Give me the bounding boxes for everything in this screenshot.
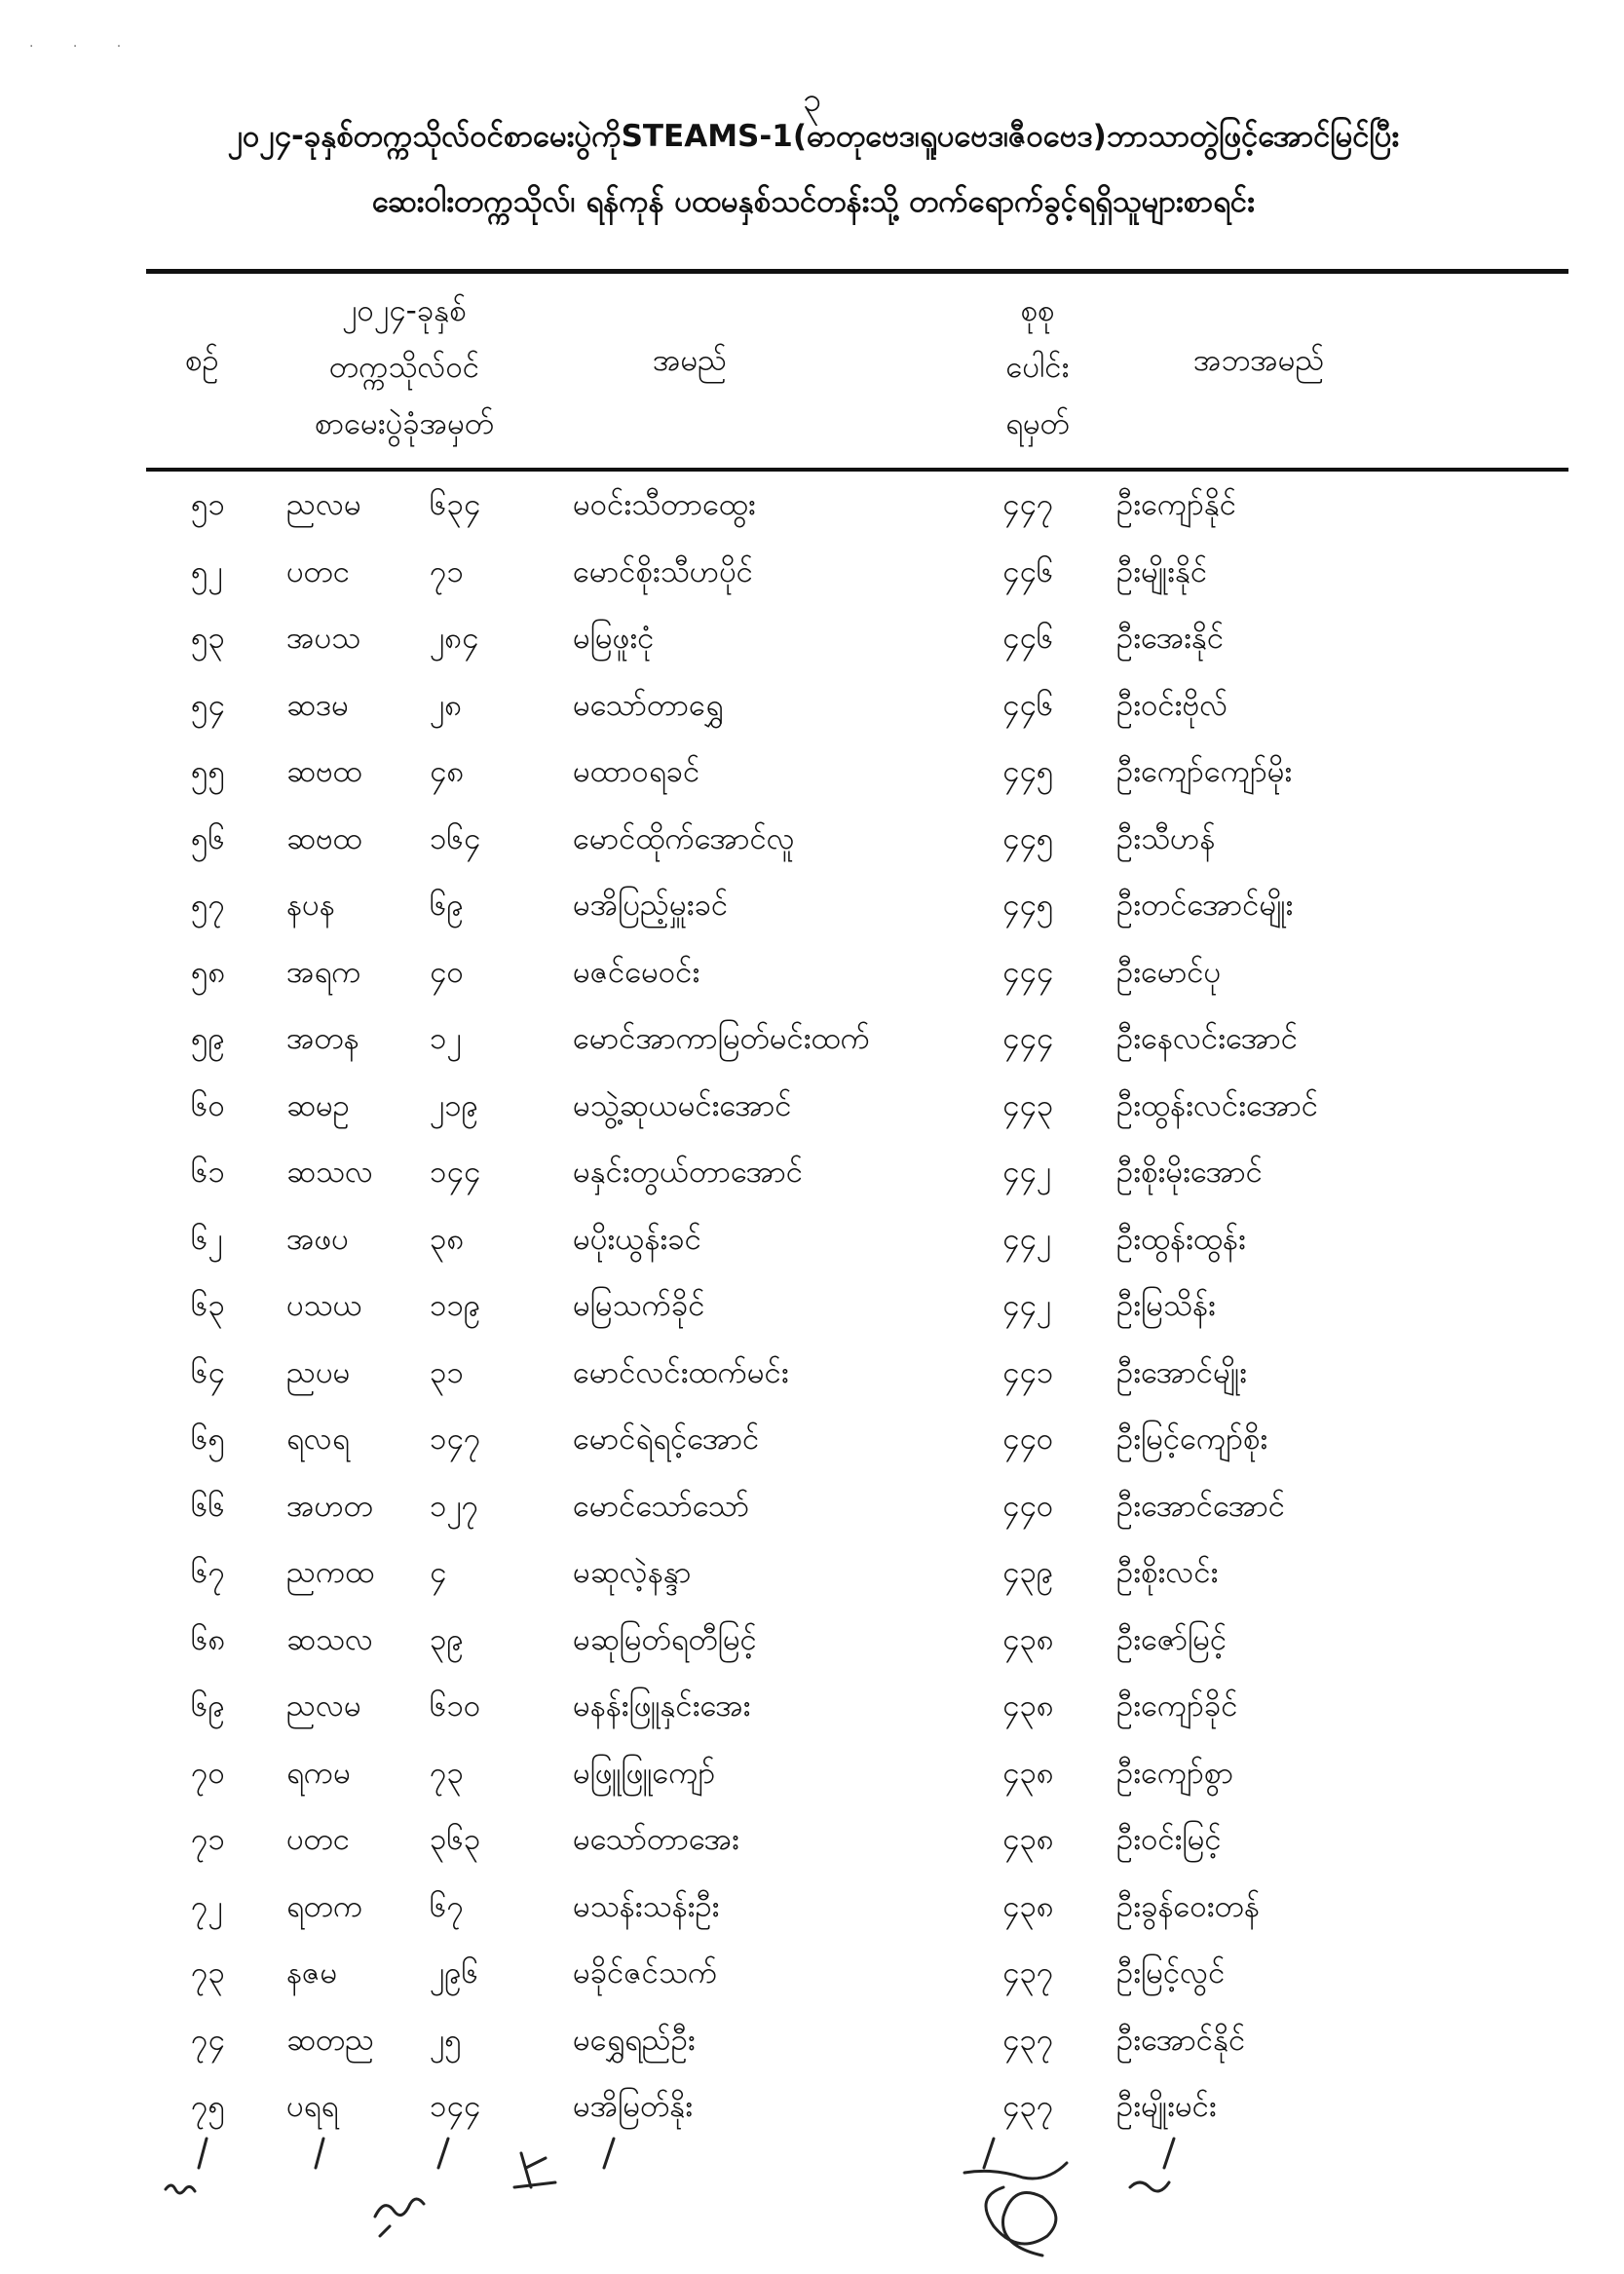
cell-center-code: ဆတည (286, 2022, 375, 2058)
table-row (0, 876, 1624, 943)
cell-student-name: မနှင်းတွယ်တာအောင် (573, 1155, 804, 1190)
cell-seat-number: ၆၉ (430, 888, 464, 923)
cell-serial: ၆၁ (191, 1155, 225, 1190)
cell-student-name: မသွဲ့ဆုယမင်းအောင် (573, 1087, 792, 1123)
cell-serial: ၆၄ (191, 1354, 225, 1390)
table-row (0, 1143, 1624, 1210)
cell-serial: ၆၉ (191, 1688, 225, 1724)
cell-student-name: မောင်ရဲရင့်အောင် (573, 1421, 760, 1457)
header-father-name: အဘအမည် (1193, 343, 1325, 378)
cell-student-name: မအိမြတ်နိုး (573, 2089, 694, 2124)
scan-specks: · · · (29, 39, 139, 55)
cell-serial: ၆၃ (191, 1288, 225, 1323)
header-score-line1: စုစု (1020, 293, 1055, 328)
cell-student-name: မောင်သော်သော် (573, 1488, 750, 1524)
table-row (0, 742, 1624, 810)
cell-father-name: ဦးစိုးလင်း (1116, 1555, 1219, 1590)
signature-area (146, 2129, 1568, 2265)
cell-seat-number: ၃၈ (430, 1221, 465, 1257)
table-row (0, 1077, 1624, 1144)
header-name: အမည် (653, 343, 728, 378)
table-row (0, 1877, 1624, 1945)
cell-serial: ၇၃ (191, 1955, 225, 1990)
table-row (0, 943, 1624, 1010)
cell-center-code: ဆဗထ (286, 820, 362, 856)
table-header-rule (146, 468, 1568, 472)
cell-seat-number: ၆၁၀ (430, 1688, 481, 1724)
cell-father-name: ဦးနေလင်းအောင် (1116, 1021, 1299, 1056)
cell-seat-number: ၇၁ (430, 553, 464, 589)
cell-seat-number: ၁၄၇ (430, 1421, 481, 1457)
cell-total-score: ၄၄၃ (1002, 1087, 1054, 1123)
cell-student-name: မောင်လင်းထက်မင်း (573, 1354, 789, 1390)
cell-father-name: ဦးကျော်ကျော်မိုး (1116, 754, 1293, 789)
cell-seat-number: ၄၀ (430, 954, 464, 990)
cell-student-name: မသော်တာရွှေ (573, 687, 724, 723)
cell-serial: ၆၈ (191, 1621, 226, 1657)
cell-seat-number: ၂၅ (430, 2022, 462, 2058)
table-row (0, 1276, 1624, 1344)
cell-serial: ၇၂ (191, 1888, 223, 1924)
cell-center-code: နဇမ (286, 1955, 338, 1990)
cell-father-name: ဦးမြင့်ကျော်စိုး (1116, 1421, 1268, 1457)
cell-serial: ၅၅ (191, 754, 225, 789)
cell-father-name: ဦးခွန်ဝေးတန် (1116, 1888, 1260, 1924)
cell-seat-number: ၂၈၄ (430, 621, 479, 656)
cell-total-score: ၄၄၇ (1002, 487, 1054, 522)
cell-student-name: မသော်တာအေး (573, 1822, 739, 1857)
cell-serial: ၅၄ (191, 687, 225, 723)
cell-serial: ၆၅ (191, 1421, 225, 1457)
table-row (0, 543, 1624, 610)
table-body (0, 475, 1624, 2144)
cell-seat-number: ၇၃ (430, 1755, 464, 1791)
cell-total-score: ၄၄၂ (1002, 1221, 1052, 1257)
cell-total-score: ၄၄၂ (1002, 1288, 1052, 1323)
cell-serial: ၅၈ (191, 954, 226, 990)
table-row (0, 1009, 1624, 1077)
cell-father-name: ဦးကျော်စွာ (1116, 1755, 1234, 1791)
table-row (0, 1344, 1624, 1411)
cell-center-code: ညကထ (286, 1555, 375, 1590)
cell-father-name: ဦးကျော်ခိုင် (1116, 1688, 1238, 1724)
cell-father-name: ဦးဇော်မြင့် (1116, 1621, 1227, 1657)
cell-student-name: မအိပြည့်မှူးခင် (573, 888, 729, 923)
cell-seat-number: ၁၄၄ (430, 1155, 481, 1190)
cell-total-score: ၄၄၅ (1002, 820, 1054, 856)
table-row (0, 1611, 1624, 1678)
table-row (0, 609, 1624, 676)
cell-total-score: ၄၃၇ (1002, 2022, 1054, 2058)
cell-student-name: မခိုင်ဇင်သက် (573, 1955, 718, 1990)
cell-center-code: ညပမ (286, 1354, 351, 1390)
cell-seat-number: ၆၃၄ (430, 487, 481, 522)
cell-student-name: မောင်စိုးသီဟပိုင် (573, 553, 753, 589)
cell-total-score: ၄၄၅ (1002, 754, 1054, 789)
cell-center-code: ဆသလ (286, 1155, 374, 1190)
cell-student-name: မဖြူဖြူကျော် (573, 1755, 716, 1791)
cell-father-name: ဦးဝင်းဗိုလ် (1116, 687, 1228, 723)
table-row (0, 475, 1624, 543)
cell-center-code: အဖပ (286, 1221, 349, 1257)
cell-total-score: ၄၃၈ (1002, 1822, 1054, 1857)
cell-father-name: ဦးမြင့်လွင် (1116, 1955, 1226, 1990)
cell-serial: ၆၂ (191, 1221, 223, 1257)
cell-serial: ၆၇ (191, 1555, 225, 1590)
cell-seat-number: ၂၉၆ (430, 1955, 479, 1990)
table-row (0, 1944, 1624, 2011)
document-title-line1: ၂၀၂၄-ခုနှစ်တက္ကသိုလ်ဝင်စာမေးပွဲကိုSTEAMS-1(ဓာတုဗေဒ၊ရူပဗေဒ၊ဇီဝဗေဒ)ဘာသာတွဲဖြင့်အောင်မြင်ပြီး (227, 119, 1400, 154)
cell-seat-number: ၃၉ (430, 1621, 464, 1657)
cell-student-name: မဆုမြတ်ရတီမြင့် (573, 1621, 757, 1657)
cell-student-name: မဆုလဲ့နန္ဒာ (573, 1555, 692, 1590)
cell-seat-number: ၂၈ (430, 687, 462, 723)
header-score-line3: ရမှတ် (1005, 406, 1070, 441)
table-top-rule (146, 269, 1568, 274)
table-row (0, 1210, 1624, 1277)
cell-center-code: ဆဗထ (286, 754, 362, 789)
cell-seat-number: ၃၁ (430, 1354, 464, 1390)
cell-father-name: ဦးအောင်မျိုး (1116, 1354, 1248, 1390)
cell-father-name: ဦးဝင်းမြင့် (1116, 1822, 1222, 1857)
cell-serial: ၇၀ (191, 1755, 225, 1791)
cell-serial: ၅၇ (191, 888, 225, 923)
cell-father-name: ဦးထွန်းလင်းအောင် (1116, 1087, 1319, 1123)
cell-serial: ၅၆ (191, 820, 225, 856)
cell-seat-number: ၄ (430, 1555, 447, 1590)
cell-center-code: ရကမ (286, 1755, 351, 1791)
cell-father-name: ဦးမြသိန်း (1116, 1288, 1216, 1323)
cell-center-code: ရလရ (286, 1421, 350, 1457)
cell-total-score: ၄၃၈ (1002, 1688, 1054, 1724)
cell-total-score: ၄၃၈ (1002, 1621, 1054, 1657)
cell-student-name: မောင်အာကာမြတ်မင်းထက် (573, 1021, 870, 1056)
table-row (0, 1543, 1624, 1611)
cell-total-score: ၄၄၂ (1002, 1155, 1052, 1190)
header-score-line2: ပေါင်း (1005, 350, 1070, 385)
cell-total-score: ၄၃၇ (1002, 2089, 1054, 2124)
cell-center-code: ရတက (286, 1888, 363, 1924)
cell-seat-number: ၃၆၃ (430, 1822, 481, 1857)
cell-seat-number: ၁၂၇ (430, 1488, 479, 1524)
cell-total-score: ၄၃၇ (1002, 1955, 1054, 1990)
cell-student-name: မောင်ထိုက်အောင်လူ (573, 820, 795, 856)
cell-seat-number: ၂၁၉ (430, 1087, 479, 1123)
cell-total-score: ၄၄၆ (1002, 621, 1054, 656)
cell-student-name: မသန်းသန်းဦး (573, 1888, 720, 1924)
cell-seat-number: ၆၇ (430, 1888, 464, 1924)
table-row (0, 810, 1624, 877)
cell-center-code: အပသ (286, 621, 361, 656)
page-number: ၃ (802, 81, 822, 120)
cell-center-code: ပတင (286, 553, 351, 589)
cell-center-code: ပသယ (286, 1288, 362, 1323)
cell-student-name: မဇင်မေဝင်း (573, 954, 700, 990)
cell-seat-number: ၁၁၉ (430, 1288, 481, 1323)
cell-father-name: ဦးအေးနိုင် (1116, 621, 1225, 656)
table-row (0, 1410, 1624, 1477)
cell-seat-number: ၄၈ (430, 754, 465, 789)
cell-center-code: ပရရ (286, 2089, 339, 2124)
signatures-image (146, 2129, 1568, 2265)
table-row (0, 1477, 1624, 1544)
cell-serial: ၆၆ (191, 1488, 225, 1524)
cell-father-name: ဦးသီဟန် (1116, 820, 1216, 856)
cell-total-score: ၄၃၈ (1002, 1888, 1054, 1924)
document-title-line2: ဆေးဝါးတက္ကသိုလ်၊ ရန်ကုန် ပထမနှစ်သင်တန်းသို့ တက်ရောက်ခွင့်ရရှိသူများစာရင်း (372, 184, 1255, 219)
table-row (0, 676, 1624, 743)
cell-father-name: ဦးထွန်းထွန်း (1116, 1221, 1246, 1257)
cell-center-code: အဟတ (286, 1488, 373, 1524)
cell-center-code: နပန (286, 888, 335, 923)
cell-total-score: ၄၄၄ (1002, 1021, 1054, 1056)
cell-total-score: ၄၄၆ (1002, 553, 1054, 589)
cell-student-name: မထာဝရခင် (573, 754, 700, 789)
cell-seat-number: ၁၄၄ (430, 2089, 481, 2124)
cell-center-code: အတန (286, 1021, 359, 1056)
cell-student-name: မနန်းဖြူနှင်းအေး (573, 1688, 751, 1724)
cell-student-name: မဝင်းသီတာထွေး (573, 487, 756, 522)
cell-total-score: ၄၄၆ (1002, 687, 1054, 723)
cell-student-name: မမြဖူးငုံ (573, 621, 655, 656)
header-exam-line1: ၂၀၂၄-ခုနှစ် (342, 293, 467, 328)
cell-serial: ၇၁ (191, 1822, 225, 1857)
header-exam-line2: တက္ကသိုလ်ဝင် (328, 350, 480, 385)
cell-center-code: ပတင (286, 1822, 351, 1857)
cell-serial: ၇၅ (191, 2089, 225, 2124)
cell-total-score: ၄၄၁ (1002, 1354, 1054, 1390)
cell-student-name: မရွှေရည်ဦး (573, 2022, 696, 2058)
header-exam-line3: စာမေးပွဲခုံအမှတ် (314, 406, 495, 441)
cell-student-name: မပိုးယွန်းခင် (573, 1221, 701, 1257)
cell-seat-number: ၁၂ (430, 1021, 462, 1056)
cell-father-name: ဦးအောင်အောင် (1116, 1488, 1286, 1524)
header-exam-number (273, 283, 536, 452)
cell-total-score: ၄၃၈ (1002, 1755, 1054, 1791)
cell-serial: ၇၄ (191, 2022, 225, 2058)
cell-seat-number: ၁၆၄ (430, 820, 481, 856)
cell-father-name: ဦးစိုးမိုးအောင် (1116, 1155, 1263, 1190)
cell-total-score: ၄၃၉ (1002, 1555, 1054, 1590)
cell-father-name: ဦးမျိုးနိုင် (1116, 553, 1208, 589)
cell-total-score: ၄၄၄ (1002, 954, 1054, 990)
cell-total-score: ၄၄၀ (1002, 1488, 1054, 1524)
header-total-score (984, 283, 1091, 452)
cell-father-name: ဦးမျိုးမင်း (1116, 2089, 1217, 2124)
table-row (0, 2011, 1624, 2078)
header-serial: စဉ် (185, 343, 219, 378)
cell-center-code: ဆမဥ (286, 1087, 350, 1123)
cell-serial: ၅၁ (191, 487, 225, 522)
cell-father-name: ဦးအောင်နိုင် (1116, 2022, 1246, 2058)
cell-total-score: ၄၄၀ (1002, 1421, 1054, 1457)
table-row (0, 1810, 1624, 1877)
cell-serial: ၅၉ (191, 1021, 225, 1056)
cell-center-code: ညလမ (286, 487, 361, 522)
cell-father-name: ဦးမောင်ပု (1116, 954, 1222, 990)
cell-serial: ၅၃ (191, 621, 225, 656)
table-row (0, 1744, 1624, 1811)
cell-center-code: ဆဒမ (286, 687, 349, 723)
cell-serial: ၅၂ (191, 553, 223, 589)
cell-center-code: ညလမ (286, 1688, 361, 1724)
table-row (0, 1677, 1624, 1744)
cell-center-code: အရက (286, 954, 361, 990)
cell-father-name: ဦးတင်အောင်မျိုး (1116, 888, 1294, 923)
cell-center-code: ဆသလ (286, 1621, 374, 1657)
cell-student-name: မမြသက်ခိုင် (573, 1288, 705, 1323)
cell-serial: ၆၀ (191, 1087, 225, 1123)
cell-father-name: ဦးကျော်နိုင် (1116, 487, 1237, 522)
cell-total-score: ၄၄၅ (1002, 888, 1054, 923)
